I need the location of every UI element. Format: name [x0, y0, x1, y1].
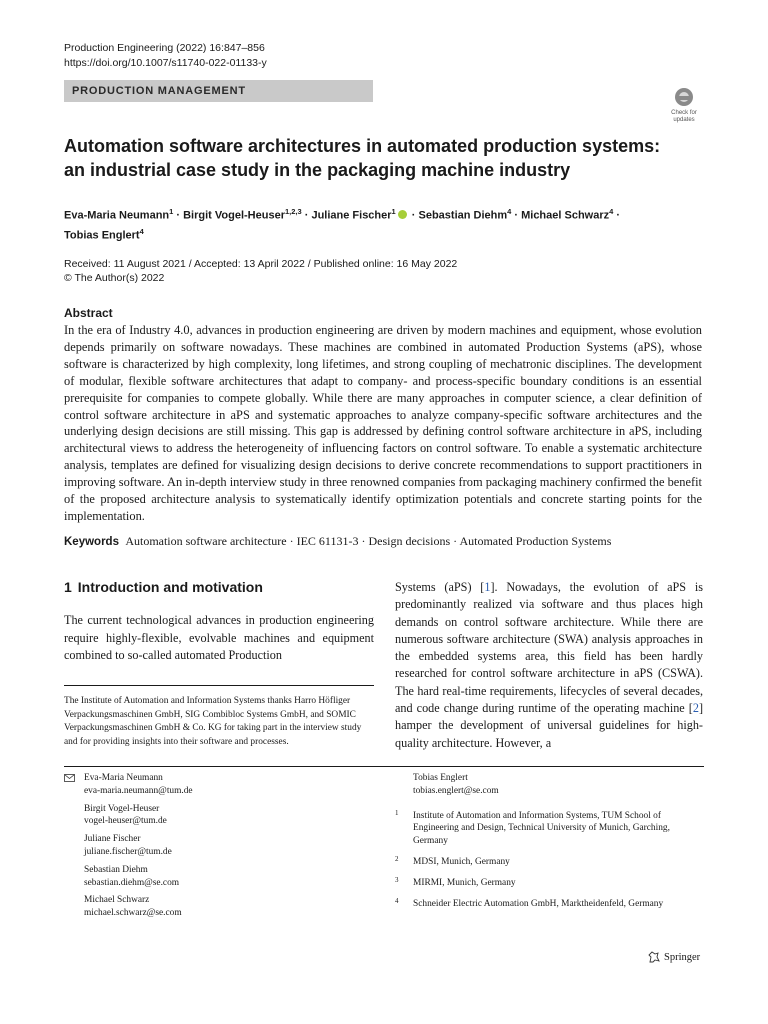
affiliation-number: 4	[395, 896, 399, 905]
badge-line2: updates	[673, 117, 695, 123]
author-affil: 1	[169, 207, 174, 216]
contact-email[interactable]: vogel-heuser@tum.de	[84, 816, 167, 827]
keywords-label: Keywords	[64, 536, 119, 548]
contact-name: Eva-Maria Neumann	[84, 773, 163, 783]
section-title: Introduction and motivation	[77, 579, 263, 595]
author-name[interactable]: Juliane Fischer	[311, 209, 392, 222]
affiliation-number: 3	[395, 875, 399, 884]
contact-name: Birgit Vogel-Heuser	[84, 803, 160, 814]
author-separator: ·	[408, 209, 419, 222]
affiliation-text: MDSI, Munich, Germany	[413, 856, 510, 867]
badge-line1: Check for	[671, 110, 697, 116]
affiliation-text: Institute of Automation and Information Systems, TUM School of Engineering and Design, Technical University of Munich, Garching, Germany	[413, 810, 670, 847]
contact-name: Tobias Englert	[413, 773, 468, 783]
publication-dates	[64, 257, 457, 285]
citation-link[interactable]: 2	[692, 701, 699, 716]
author-separator: ·	[613, 209, 621, 222]
text-run: ] hamper the development of universal guidelines for high-quality architecture. However, a	[395, 701, 703, 750]
affiliation	[395, 877, 705, 890]
contact-email[interactable]: eva-maria.neumann@tum.de	[84, 785, 193, 796]
affiliation	[395, 856, 705, 869]
acknowledgement-note: The Institute of Automation and Information Systems thanks Harro Höfliger Verpackungsmaschinen GmbH, SIG Combibloc Systems GmbH, and SOMIC Verpackungsmaschinen GmbH & Co. KG for taking part in the interview study and for providing insights into their software and processes.	[64, 696, 362, 747]
author-name[interactable]: Tobias Englert	[64, 229, 140, 242]
author-affil: 4	[139, 226, 144, 236]
author-affil: 1,2,3	[284, 207, 302, 216]
orcid-icon[interactable]	[398, 210, 407, 219]
contact-email[interactable]: michael.schwarz@se.com	[84, 908, 182, 919]
journal-citation: Production Engineering (2022) 16:847–856	[64, 42, 265, 54]
envelope-icon	[64, 774, 75, 782]
keywords-text: Automation software architecture · IEC 61131-3 · Design decisions · Automated Production Systems	[125, 534, 612, 548]
author-name[interactable]: Birgit Vogel-Heuser	[183, 209, 285, 222]
author-separator: ·	[301, 209, 312, 222]
author-name[interactable]: Michael Schwarz	[521, 209, 610, 222]
author-affil: 4	[507, 207, 512, 216]
contact-entry	[64, 772, 374, 798]
author-separator: ·	[173, 209, 184, 222]
keywords	[64, 533, 704, 550]
publisher-mark	[648, 951, 700, 963]
contact-entry	[64, 864, 374, 890]
history-dates: Received: 11 August 2021 / Accepted: 13 April 2022 / Published online: 16 May 2022	[64, 258, 458, 270]
affiliation	[395, 898, 705, 911]
contacts-divider	[64, 766, 704, 767]
doi-link[interactable]: https://doi.org/10.1007/s11740-022-01133-y	[64, 57, 267, 69]
abstract-heading: Abstract	[64, 306, 113, 320]
intro-paragraph-right	[395, 579, 703, 752]
contact-entry	[64, 894, 374, 920]
contact-name: Juliane Fischer	[84, 834, 141, 845]
affiliation-text: MIRMI, Munich, Germany	[413, 877, 516, 888]
copyright: © The Author(s) 2022	[64, 272, 165, 284]
text-run: Systems (aPS) [	[395, 580, 485, 594]
contact-email[interactable]: juliane.fischer@tum.de	[84, 846, 172, 857]
paper-title: Automation software architectures in automated production systems: an industrial case study in the packaging machine industry	[64, 136, 661, 180]
section-banner: PRODUCTION MANAGEMENT	[64, 80, 373, 102]
journal-header	[64, 41, 267, 71]
footnote-divider	[64, 685, 374, 686]
contact-entry	[395, 772, 705, 798]
publisher-name: Springer	[664, 951, 701, 963]
author-contacts	[64, 772, 374, 925]
contact-name: Michael Schwarz	[84, 895, 150, 906]
author-list	[64, 204, 664, 243]
author-affil: 4	[609, 207, 614, 216]
abstract-body: In the era of Industry 4.0, advances in production engineering are driven by modern machines and equipment, whose evolution depends primarily on software nowadays. These machines are combined in automated Production Systems (aPS), whose software is characterized by high complexity, long lifetimes, and strong coupling of mechatronic disciplines. The development of modular, flexible software architectures that adapt to company- and process-specific boundary conditions is an essential prerequisite for companies to compete globally. While there are many approaches in computer science, a clear definition of control software architecture in aPS and systematic approaches to analyze company-specific software architectures and the underlying design decisions are still missing. This gap is addressed by defining control software architecture in aPS, including architectural views to address the heterogeneity of influencing factors on control software. To enable a systematic architecture analysis, templates are defined for visualizing design decisions to derive concrete recommendations to support practitioners in improving software. An in-depth interview study in three renowned companies from packaging machinery confirmed the benefit of the proposed architecture analysis to systematically identify optimization potentials and concrete starting points for the implementation.	[64, 323, 702, 523]
check-for-updates-icon	[664, 84, 704, 124]
author-name[interactable]: Eva-Maria Neumann	[64, 209, 170, 222]
springer-horse-icon	[648, 951, 660, 963]
section-heading	[64, 579, 263, 595]
author-name[interactable]: Sebastian Diehm	[418, 209, 508, 222]
affiliation-text: Schneider Electric Automation GmbH, Marktheidenfeld, Germany	[413, 898, 664, 909]
contact-email[interactable]: tobias.englert@se.com	[413, 785, 499, 796]
affiliations-column	[395, 772, 705, 918]
check-for-updates-badge[interactable]	[664, 84, 704, 124]
contact-email[interactable]: sebastian.diehm@se.com	[84, 877, 180, 888]
affiliation-number: 2	[395, 854, 399, 863]
contact-entry	[64, 803, 374, 829]
citation-link[interactable]: 1	[484, 580, 491, 594]
contact-entry	[64, 833, 374, 859]
intro-paragraph-left: The current technological advances in production engineering require highly-flexible, evolvable machines and equipment combined to so-called automated Production	[64, 613, 374, 662]
affiliation-number: 1	[395, 808, 399, 817]
author-separator: ·	[511, 209, 522, 222]
text-run: ]. Nowadays, the evolution of aPS is predominantly realized via software and thus places high demands on control software architecture. While there are numerous software architecture (SWA) analysis approaches in the embedded systems area, this field has been hardly researched for control software architecture in aPS (CSWA). The hard real-time requirements, lifecycles of several decades, and code change during runtime of the operating machine [	[395, 580, 703, 716]
section-number: 1	[64, 579, 72, 595]
contact-name: Sebastian Diehm	[84, 864, 148, 875]
author-affil: 1	[391, 207, 396, 216]
affiliation	[395, 810, 705, 848]
